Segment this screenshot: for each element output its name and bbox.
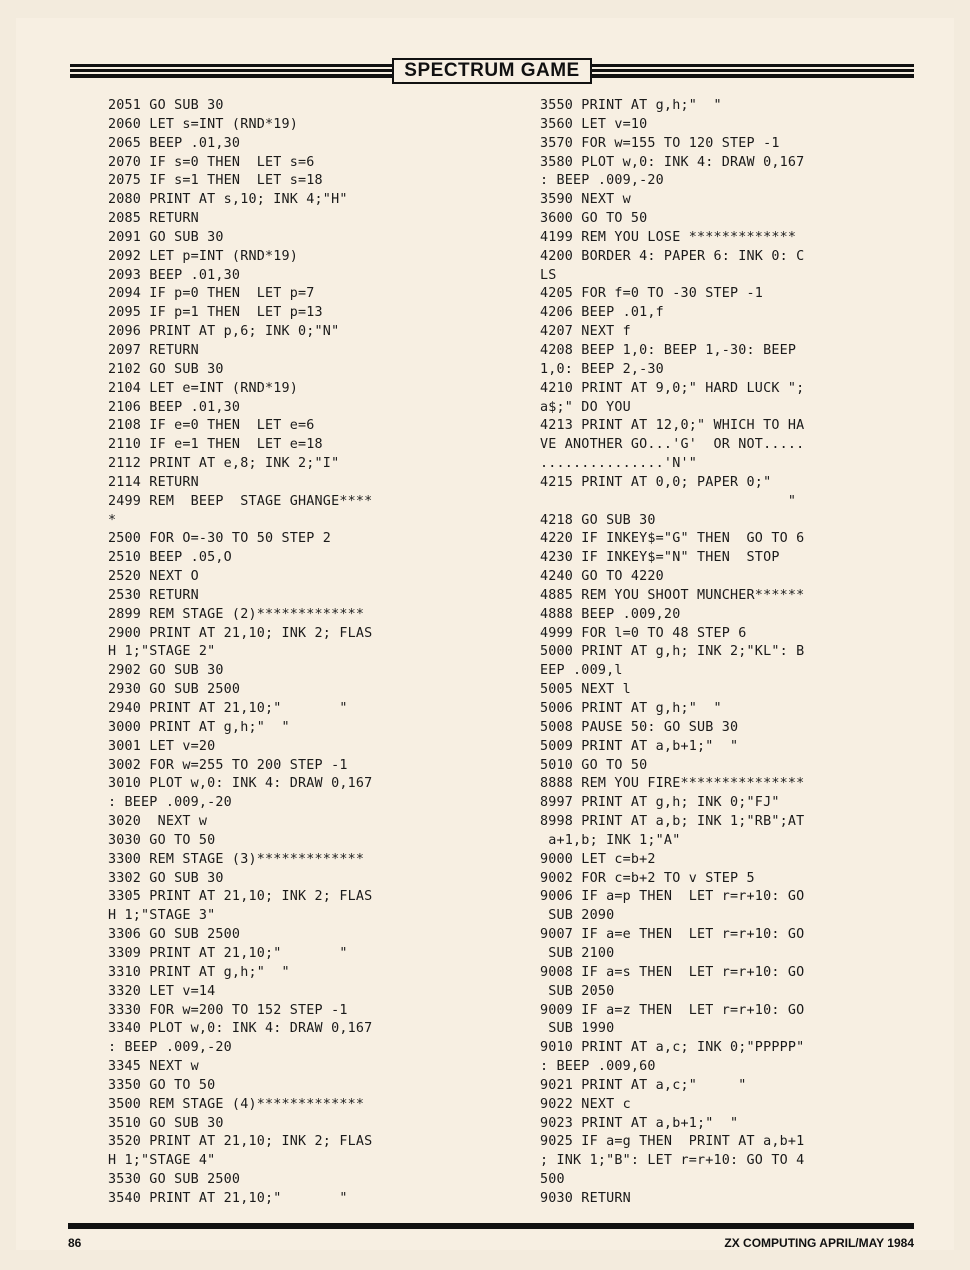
- code-line: 5010 GO TO 50: [540, 757, 648, 773]
- code-line: 2102 GO SUB 30: [108, 361, 224, 377]
- code-line: ": [540, 493, 797, 509]
- code-line: 2104 LET e=INT (RND*19): [108, 380, 299, 396]
- code-line: SUB 2090: [540, 908, 615, 924]
- code-line: 9022 NEXT c: [540, 1096, 631, 1112]
- code-line: 4885 REM YOU SHOOT MUNCHER******: [540, 587, 805, 603]
- code-line: 3309 PRINT AT 21,10;" ": [108, 945, 348, 961]
- code-line: 3345 NEXT w: [108, 1059, 199, 1075]
- code-line: *: [108, 512, 117, 528]
- code-line: H 1;"STAGE 4": [108, 1153, 216, 1169]
- code-line: 9021 PRINT AT a,c;" ": [540, 1077, 747, 1093]
- code-line: 2092 LET p=INT (RND*19): [108, 248, 299, 264]
- code-line: 8998 PRINT AT a,b; INK 1;"RB";AT: [540, 814, 805, 830]
- code-line: 8888 REM YOU FIRE***************: [540, 776, 805, 792]
- code-line: 2530 RETURN: [108, 587, 199, 603]
- code-line: 5008 PAUSE 50: GO SUB 30: [540, 719, 739, 735]
- code-line: 4210 PRINT AT 9,0;" HARD LUCK ";: [540, 380, 805, 396]
- code-line: 2051 GO SUB 30: [108, 98, 224, 113]
- code-line: 3540 PRINT AT 21,10;" ": [108, 1190, 348, 1206]
- code-line: a+1,b; INK 1;"A": [540, 832, 681, 848]
- code-line: 9009 IF a=z THEN LET r=r+10: GO: [540, 1002, 805, 1018]
- code-line: 2899 REM STAGE (2)*************: [108, 606, 365, 622]
- code-line: 2080 PRINT AT s,10; INK 4;"H": [108, 192, 348, 208]
- publication-credit: ZX COMPUTING APRIL/MAY 1984: [724, 1236, 914, 1250]
- code-line: 2060 LET s=INT (RND*19): [108, 116, 299, 132]
- code-line: LS: [540, 267, 557, 283]
- code-line: 500: [540, 1172, 565, 1188]
- code-line: 2094 IF p=0 THEN LET p=7: [108, 286, 315, 302]
- code-line: 3302 GO SUB 30: [108, 870, 224, 886]
- code-line: 2108 IF e=0 THEN LET e=6: [108, 418, 315, 434]
- code-line: 2930 GO SUB 2500: [108, 682, 241, 698]
- code-line: 2085 RETURN: [108, 211, 199, 227]
- code-line: 2940 PRINT AT 21,10;" ": [108, 701, 348, 716]
- code-line: 3600 GO TO 50: [540, 211, 648, 227]
- code-line: 2091 GO SUB 30: [108, 229, 224, 245]
- code-line: 3000 PRINT AT g,h;" ": [108, 719, 290, 735]
- code-line: 9000 LET c=b+2: [540, 851, 656, 867]
- code-line: 2097 RETURN: [108, 342, 199, 358]
- code-line: 2110 IF e=1 THEN LET e=18: [108, 437, 323, 453]
- code-line: 3310 PRINT AT g,h;" ": [108, 964, 290, 980]
- code-line: 2106 BEEP .01,30: [108, 399, 241, 415]
- code-line: 3580 PLOT w,0: INK 4: DRAW 0,167: [540, 154, 805, 170]
- code-line: 3002 FOR w=255 TO 200 STEP -1: [108, 757, 348, 773]
- code-line: a$;" DO YOU: [540, 399, 631, 415]
- code-line: 3500 REM STAGE (4)*************: [108, 1096, 365, 1112]
- code-line: 4215 PRINT AT 0,0; PAPER 0;": [540, 474, 772, 490]
- code-line: ...............'N'": [540, 456, 697, 472]
- code-line: 2112 PRINT AT e,8; INK 2;"I": [108, 456, 340, 472]
- footer-rule: [68, 1223, 914, 1229]
- code-line: 4200 BORDER 4: PAPER 6: INK 0: C: [540, 248, 805, 264]
- code-line: : BEEP .009,-20: [108, 795, 232, 811]
- code-line: 9030 RETURN: [540, 1190, 631, 1206]
- code-line: 2114 RETURN: [108, 474, 199, 490]
- code-line: : BEEP .009,-20: [540, 173, 664, 189]
- code-line: : BEEP .009,60: [540, 1059, 656, 1075]
- header-rule-left: [70, 64, 392, 78]
- code-line: 4199 REM YOU LOSE *************: [540, 229, 797, 245]
- code-line: 2096 PRINT AT p,6; INK 0;"N": [108, 324, 340, 340]
- code-line: 3550 PRINT AT g,h;" ": [540, 98, 722, 113]
- code-line: 9025 IF a=g THEN PRINT AT a,b+1: [540, 1134, 805, 1150]
- code-line: 8997 PRINT AT g,h; INK 0;"FJ": [540, 795, 780, 811]
- code-line: 3300 REM STAGE (3)*************: [108, 851, 365, 867]
- code-line: H 1;"STAGE 2": [108, 644, 216, 660]
- code-line: 2093 BEEP .01,30: [108, 267, 241, 283]
- header-rule-right: [592, 64, 914, 78]
- code-line: H 1;"STAGE 3": [108, 908, 216, 924]
- code-line: 2520 NEXT O: [108, 569, 199, 585]
- code-line: 9008 IF a=s THEN LET r=r+10: GO: [540, 964, 805, 980]
- code-line: 4240 GO TO 4220: [540, 569, 664, 585]
- code-line: 2095 IF p=1 THEN LET p=13: [108, 305, 323, 321]
- code-line: 9023 PRINT AT a,b+1;" ": [540, 1115, 739, 1131]
- code-line: 2500 FOR O=-30 TO 50 STEP 2: [108, 531, 332, 547]
- page-number: 86: [68, 1236, 82, 1250]
- code-line: SUB 1990: [540, 1021, 615, 1037]
- code-line: 4999 FOR l=0 TO 48 STEP 6: [540, 625, 747, 641]
- code-line: 3510 GO SUB 30: [108, 1115, 224, 1131]
- code-line: 2900 PRINT AT 21,10; INK 2; FLAS: [108, 625, 373, 641]
- code-line: 3590 NEXT w: [540, 192, 631, 208]
- code-line: 3305 PRINT AT 21,10; INK 2; FLAS: [108, 889, 373, 905]
- code-line: 3001 LET v=20: [108, 738, 216, 754]
- code-line: ; INK 1;"B": LET r=r+10: GO TO 4: [540, 1153, 805, 1169]
- code-line: 5000 PRINT AT g,h; INK 2;"KL": B: [540, 644, 805, 660]
- code-line: 5005 NEXT l: [540, 682, 631, 698]
- code-line: 3330 FOR w=200 TO 152 STEP -1: [108, 1002, 348, 1018]
- code-line: 9006 IF a=p THEN LET r=r+10: GO: [540, 889, 805, 905]
- code-line: 3320 LET v=14: [108, 983, 216, 999]
- code-line: SUB 2100: [540, 945, 615, 961]
- code-line: 1,0: BEEP 2,-30: [540, 361, 664, 377]
- code-line: VE ANOTHER GO...'G' OR NOT.....: [540, 437, 805, 453]
- code-line: 9002 FOR c=b+2 TO v STEP 5: [540, 870, 755, 886]
- code-line: 3030 GO TO 50: [108, 832, 216, 848]
- code-line: 2499 REM BEEP STAGE GHANGE****: [108, 493, 373, 509]
- code-line: 3350 GO TO 50: [108, 1077, 216, 1093]
- code-line: 4220 IF INKEY$="G" THEN GO TO 6: [540, 531, 805, 547]
- code-line: 4218 GO SUB 30: [540, 512, 656, 528]
- code-line: 2065 BEEP .01,30: [108, 135, 241, 151]
- code-line: 4888 BEEP .009,20: [540, 606, 681, 622]
- code-line: 4205 FOR f=0 TO -30 STEP -1: [540, 286, 764, 302]
- code-line: 3560 LET v=10: [540, 116, 648, 132]
- section-header: [70, 60, 914, 82]
- code-line: 4206 BEEP .01,f: [540, 305, 664, 321]
- code-line: 9010 PRINT AT a,c; INK 0;"PPPPP": [540, 1040, 805, 1056]
- code-line: 4207 NEXT f: [540, 324, 631, 340]
- code-line: 4213 PRINT AT 12,0;" WHICH TO HA: [540, 418, 805, 434]
- code-line: EEP .009,l: [540, 663, 623, 679]
- code-line: SUB 2050: [540, 983, 615, 999]
- code-line: : BEEP .009,-20: [108, 1040, 232, 1056]
- code-listing-left-column: [108, 97, 508, 1209]
- code-line: 3340 PLOT w,0: INK 4: DRAW 0,167: [108, 1021, 373, 1037]
- code-line: 2510 BEEP .05,O: [108, 550, 232, 566]
- code-line: 3570 FOR w=155 TO 120 STEP -1: [540, 135, 780, 151]
- code-line: 2070 IF s=0 THEN LET s=6: [108, 154, 315, 170]
- code-line: 3010 PLOT w,0: INK 4: DRAW 0,167: [108, 776, 373, 792]
- code-line: 5009 PRINT AT a,b+1;" ": [540, 738, 739, 754]
- code-line: 3530 GO SUB 2500: [108, 1172, 241, 1188]
- code-line: 2075 IF s=1 THEN LET s=18: [108, 173, 323, 189]
- code-line: 4208 BEEP 1,0: BEEP 1,-30: BEEP: [540, 342, 797, 358]
- code-line: 3306 GO SUB 2500: [108, 927, 241, 943]
- code-line: 9007 IF a=e THEN LET r=r+10: GO: [540, 927, 805, 943]
- code-line: 2902 GO SUB 30: [108, 663, 224, 679]
- code-line: 4230 IF INKEY$="N" THEN STOP: [540, 550, 780, 566]
- code-line: 5006 PRINT AT g,h;" ": [540, 701, 722, 716]
- code-line: 3020 NEXT w: [108, 814, 208, 830]
- code-line: 3520 PRINT AT 21,10; INK 2; FLAS: [108, 1134, 373, 1150]
- code-listing-right-column: [540, 97, 880, 1209]
- section-title: SPECTRUM GAME: [392, 58, 591, 84]
